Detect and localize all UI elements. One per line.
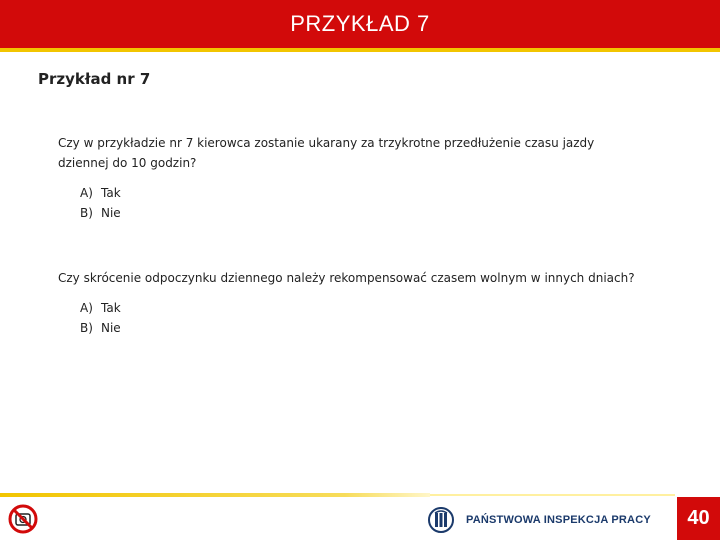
pip-emblem-icon (428, 507, 454, 533)
answer-option (80, 318, 121, 338)
prohibition-sign-icon (8, 504, 38, 534)
answer-letter: A) (80, 301, 93, 315)
page-number: 40 (687, 507, 710, 529)
question-2-text: Czy skrócenie odpoczynku dziennego należy rekompensować czasem wolnym w innych dniach? (58, 271, 635, 285)
answer-option (80, 298, 121, 318)
footer-divider (0, 493, 430, 497)
answer-option (80, 203, 121, 223)
slide-title: PRZYKŁAD 7 (290, 11, 430, 36)
answer-letter: B) (80, 206, 93, 220)
footer-divider-secondary (430, 494, 675, 496)
page-number-badge (677, 497, 720, 540)
question-2-answers (80, 298, 121, 338)
question-1-text: Czy w przykładzie nr 7 kierowca zostanie ukarany za trzykrotne przedłużenie czasu jazdy dziennej do 10 godzin? (58, 136, 595, 170)
question-1-answers (80, 183, 121, 223)
answer-label: Tak (101, 301, 121, 315)
answer-option (80, 183, 121, 203)
answer-label: Tak (101, 186, 121, 200)
slide-header (0, 0, 720, 52)
answer-letter: A) (80, 186, 93, 200)
answer-letter: B) (80, 321, 93, 335)
answer-label: Nie (101, 321, 121, 335)
org-logo (428, 506, 651, 534)
org-name: PAŃSTWOWA INSPEKCJA PRACY (466, 514, 651, 526)
example-heading: Przykład nr 7 (38, 70, 151, 88)
answer-label: Nie (101, 206, 121, 220)
